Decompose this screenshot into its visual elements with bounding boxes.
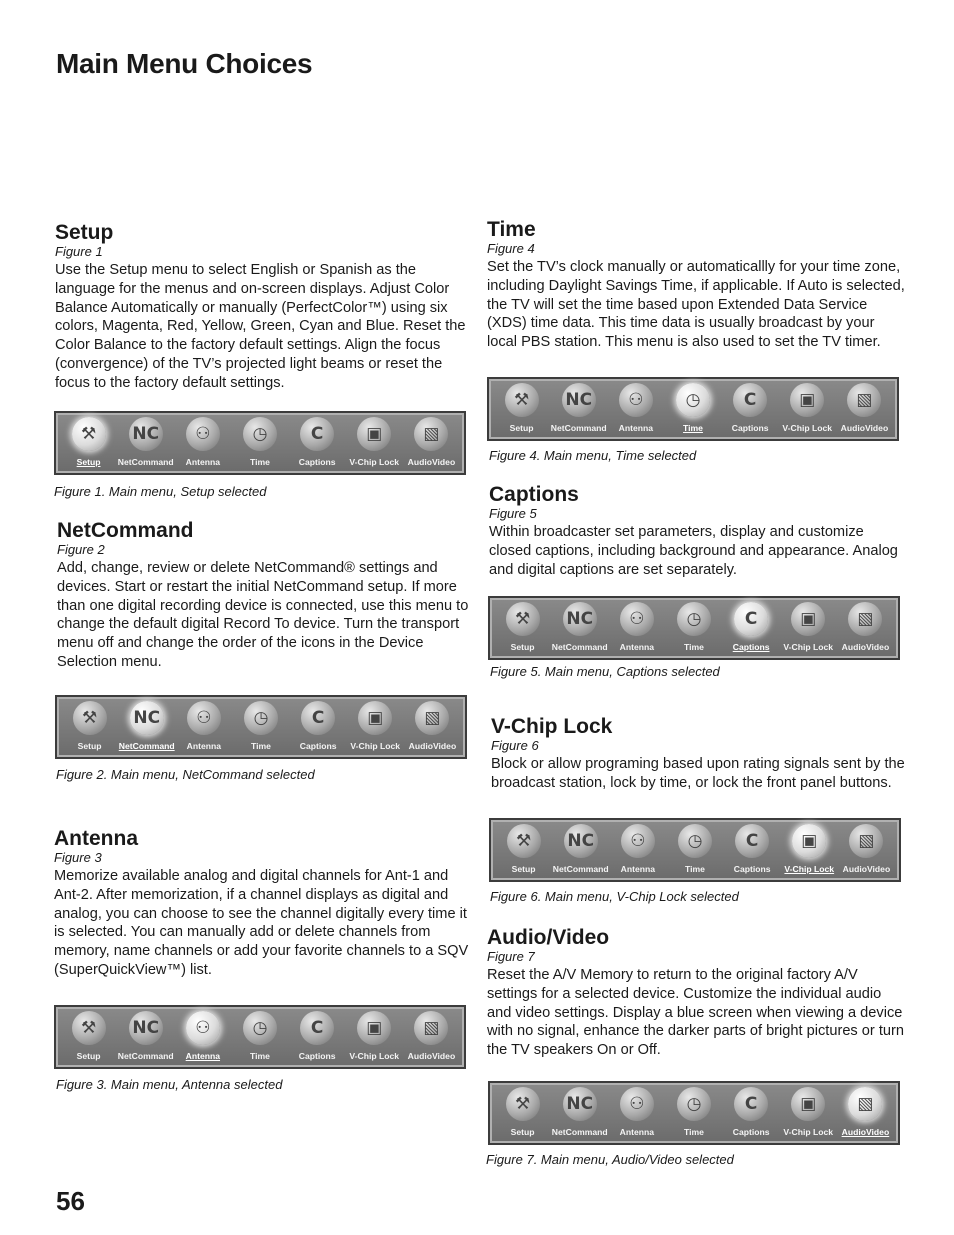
menu-item-label: Setup	[511, 864, 536, 874]
main-menu-bar	[487, 377, 899, 441]
menu-item	[347, 701, 403, 751]
menu-item	[780, 1087, 836, 1137]
figure-reference: Figure 6	[491, 738, 539, 753]
menu-item	[290, 701, 346, 751]
menu-item-label: Setup	[510, 642, 535, 652]
audio-video-icon: ▧	[848, 602, 882, 636]
figure-reference: Figure 4	[487, 241, 535, 256]
menu-item	[723, 1087, 779, 1137]
figure-reference: Figure 1	[55, 244, 103, 259]
menu-item	[496, 824, 552, 874]
audio-video-icon: ▧	[414, 417, 448, 451]
menu-item	[346, 1011, 402, 1061]
figure-caption: Figure 4. Main menu, Time selected	[489, 448, 697, 463]
captions-icon: C	[734, 1087, 768, 1121]
clock-icon: ◷	[676, 383, 710, 417]
menu-item	[495, 602, 551, 652]
menu-item	[722, 383, 778, 433]
figure-reference: Figure 5	[489, 506, 537, 521]
menu-item-label: AudioVideo	[407, 457, 456, 467]
main-menu-bar	[54, 1005, 466, 1069]
netcommand-icon: NC	[562, 383, 596, 417]
captions-icon: C	[735, 824, 769, 858]
menu-item-label: AudioVideo	[841, 642, 890, 652]
menu-item-label: AudioVideo	[841, 1127, 890, 1137]
netcommand-icon: NC	[563, 602, 597, 636]
menu-item	[836, 383, 892, 433]
menu-item	[404, 701, 460, 751]
main-menu-bar	[488, 1081, 900, 1145]
captions-icon: C	[733, 383, 767, 417]
menu-item-label: Antenna	[185, 457, 221, 467]
wrench-icon: ⚒	[505, 383, 539, 417]
figure-caption: Figure 1. Main menu, Setup selected	[54, 484, 267, 499]
menu-item	[62, 701, 118, 751]
section-setup	[55, 222, 475, 393]
section-body: Within broadcaster set parameters, display and customize closed captions, including background and appearance. Analog and digital captions are set separately.	[489, 524, 898, 578]
section-title: NetCommand	[57, 519, 194, 542]
menu-item	[61, 1011, 117, 1061]
figure-caption: Figure 2. Main menu, NetCommand selected	[56, 767, 315, 782]
wrench-icon: ⚒	[73, 701, 107, 735]
menu-item	[61, 417, 117, 467]
menu-item	[403, 1011, 459, 1061]
captions-icon: C	[300, 417, 334, 451]
lock-icon: ▣	[358, 701, 392, 735]
clock-icon: ◷	[677, 1087, 711, 1121]
lock-icon: ▣	[792, 824, 826, 858]
menu-item-label: Captions	[299, 741, 337, 751]
menu-item-label: NetCommand	[117, 1051, 174, 1061]
menu-item	[119, 701, 175, 751]
menu-item-label: AudioVideo	[840, 423, 889, 433]
figure-reference: Figure 3	[54, 850, 102, 865]
antenna-icon: ⚇	[619, 383, 653, 417]
menu-item-label: AudioVideo	[842, 864, 891, 874]
menu-item-label: Setup	[77, 741, 102, 751]
main-menu-bar	[54, 411, 466, 475]
audio-video-icon: ▧	[848, 1087, 882, 1121]
antenna-icon: ⚇	[187, 701, 221, 735]
section-title: Audio/Video	[487, 926, 610, 949]
lock-icon: ▣	[791, 602, 825, 636]
menu-item-label: Antenna	[186, 741, 222, 751]
menu-item-label: NetCommand	[550, 423, 607, 433]
menu-item	[667, 824, 723, 874]
lock-icon: ▣	[357, 1011, 391, 1045]
menu-item-label: Time	[250, 1051, 270, 1061]
antenna-icon: ⚇	[620, 602, 654, 636]
menu-item-label: Antenna	[618, 423, 654, 433]
menu-item	[779, 383, 835, 433]
menu-item-label: V-Chip Lock	[783, 1127, 834, 1137]
wrench-icon: ⚒	[507, 824, 541, 858]
menu-item-label: AudioVideo	[408, 741, 457, 751]
menu-item-label: Time	[685, 864, 705, 874]
menu-item-label: Time	[683, 423, 703, 433]
menu-item	[610, 824, 666, 874]
section-title: V-Chip Lock	[491, 715, 613, 738]
captions-icon: C	[734, 602, 768, 636]
menu-item	[837, 602, 893, 652]
figure-caption: Figure 5. Main menu, Captions selected	[490, 664, 720, 679]
menu-item	[552, 602, 608, 652]
audio-video-icon: ▧	[415, 701, 449, 735]
section-body: Set the TV’s clock manually or automaticallly for your time zone, including Daylight Savings Time, if applicable. If Auto is selected, the TV will set the time based upon Extended Data Service (XDS) time data. This time data is usually broadcast by your local PBS station. This menu is also used to set the TV timer.	[487, 259, 905, 351]
menu-item-label: Antenna	[619, 642, 655, 652]
figure-caption: Figure 7. Main menu, Audio/Video selected	[486, 1152, 734, 1167]
menu-item	[175, 417, 231, 467]
menu-item-label: Antenna	[619, 1127, 655, 1137]
menu-item-label: AudioVideo	[407, 1051, 456, 1061]
lock-icon: ▣	[790, 383, 824, 417]
wrench-icon: ⚒	[506, 1087, 540, 1121]
menu-item	[176, 701, 232, 751]
section-vchip-lock	[491, 716, 911, 793]
main-menu-bar	[489, 818, 901, 882]
menu-item-label: Time	[684, 1127, 704, 1137]
menu-item	[175, 1011, 231, 1061]
clock-icon: ◷	[677, 602, 711, 636]
netcommand-icon: NC	[564, 824, 598, 858]
menu-item-label: Captions	[298, 457, 336, 467]
menu-item	[781, 824, 837, 874]
antenna-icon: ⚇	[620, 1087, 654, 1121]
wrench-icon: ⚒	[506, 602, 540, 636]
netcommand-icon: NC	[563, 1087, 597, 1121]
menu-item	[723, 602, 779, 652]
menu-item	[495, 1087, 551, 1137]
clock-icon: ◷	[243, 1011, 277, 1045]
menu-item-label: Time	[251, 741, 271, 751]
clock-icon: ◷	[244, 701, 278, 735]
menu-item	[608, 383, 664, 433]
main-menu-bar	[55, 695, 467, 759]
menu-item-label: Setup	[509, 423, 534, 433]
menu-item	[780, 602, 836, 652]
netcommand-icon: NC	[129, 417, 163, 451]
menu-item-label: Time	[250, 457, 270, 467]
menu-item-label: Captions	[733, 864, 771, 874]
menu-item-label: Time	[684, 642, 704, 652]
menu-item-label: V-Chip Lock	[349, 457, 400, 467]
section-time	[487, 219, 907, 352]
section-antenna	[54, 828, 474, 980]
section-title: Antenna	[54, 827, 138, 850]
section-body: Reset the A/V Memory to return to the original factory A/V settings for a selected device. Customize the individual audio and video settings. Display a blue screen when viewing a device with no signal, enhance the darker parts of bright pictures or turn the TV speakers On or Off.	[487, 967, 904, 1059]
section-audio-video	[487, 927, 907, 1060]
clock-icon: ◷	[243, 417, 277, 451]
lock-icon: ▣	[791, 1087, 825, 1121]
menu-item-label: Setup	[76, 1051, 101, 1061]
menu-item-label: NetCommand	[118, 741, 175, 751]
menu-item-label: NetCommand	[117, 457, 174, 467]
lock-icon: ▣	[357, 417, 391, 451]
menu-item-label: Captions	[731, 423, 769, 433]
menu-item-label: V-Chip Lock	[350, 741, 401, 751]
menu-item	[552, 1087, 608, 1137]
section-netcommand	[57, 520, 477, 672]
section-captions	[489, 484, 909, 579]
menu-item-label: Captions	[298, 1051, 336, 1061]
menu-item-label: V-Chip Lock	[782, 423, 833, 433]
section-title: Setup	[55, 221, 114, 244]
main-menu-bar	[488, 596, 900, 660]
section-body: Add, change, review or delete NetCommand® settings and devices. Start or restart the initial NetCommand setup. If more than one digital recording device is connected, use this menu to change the default digital Record To device. Turn the transport menu off and change the order of the icons in the Device Selection menu.	[57, 560, 469, 670]
section-body: Memorize available analog and digital channels for Ant-1 and Ant-2. After memorization, if a channel displays as digital and analog, you can choose to see the channel digitally every time it is selected. You can manually add or delete channels from memory, name channels or add your favorite channels to a SQV (SuperQuickView™) list.	[54, 868, 469, 978]
section-body: Block or allow programing based upon rating signals sent by the broadcast station, lock by time, or lock the front panel buttons.	[491, 756, 905, 791]
menu-item-label: Antenna	[185, 1051, 221, 1061]
menu-item	[666, 1087, 722, 1137]
menu-item	[665, 383, 721, 433]
menu-item	[232, 1011, 288, 1061]
menu-item	[666, 602, 722, 652]
menu-item	[724, 824, 780, 874]
menu-item	[609, 1087, 665, 1137]
clock-icon: ◷	[678, 824, 712, 858]
menu-item-label: Captions	[732, 642, 770, 652]
menu-item	[289, 1011, 345, 1061]
menu-item-label: Setup	[76, 457, 101, 467]
menu-item	[837, 1087, 893, 1137]
section-title: Captions	[489, 483, 579, 506]
menu-item	[403, 417, 459, 467]
wrench-icon: ⚒	[72, 417, 106, 451]
figure-reference: Figure 2	[57, 542, 105, 557]
netcommand-icon: NC	[129, 1011, 163, 1045]
wrench-icon: ⚒	[72, 1011, 106, 1045]
audio-video-icon: ▧	[847, 383, 881, 417]
figure-reference: Figure 7	[487, 949, 535, 964]
menu-item	[551, 383, 607, 433]
menu-item	[233, 701, 289, 751]
menu-item	[609, 602, 665, 652]
menu-item	[838, 824, 894, 874]
menu-item	[118, 417, 174, 467]
audio-video-icon: ▧	[414, 1011, 448, 1045]
menu-item	[232, 417, 288, 467]
menu-item-label: Antenna	[620, 864, 656, 874]
menu-item	[118, 1011, 174, 1061]
menu-item-label: V-Chip Lock	[784, 864, 835, 874]
menu-item-label: V-Chip Lock	[783, 642, 834, 652]
antenna-icon: ⚇	[621, 824, 655, 858]
menu-item-label: V-Chip Lock	[349, 1051, 400, 1061]
captions-icon: C	[300, 1011, 334, 1045]
figure-caption: Figure 6. Main menu, V-Chip Lock selected	[490, 889, 739, 904]
menu-item-label: Setup	[510, 1127, 535, 1137]
menu-item-label: NetCommand	[551, 1127, 608, 1137]
menu-item	[494, 383, 550, 433]
page-title: Main Menu Choices	[56, 48, 313, 79]
figure-caption: Figure 3. Main menu, Antenna selected	[56, 1077, 283, 1092]
menu-item-label: Captions	[732, 1127, 770, 1137]
menu-item-label: NetCommand	[552, 864, 609, 874]
menu-item-label: NetCommand	[551, 642, 608, 652]
page-number: 56	[56, 1186, 85, 1216]
antenna-icon: ⚇	[186, 1011, 220, 1045]
section-body: Use the Setup menu to select English or Spanish as the language for the menus and on-screen displays. Adjust Color Balance Automatically or manually (PerfectColor™) using six colors, Magenta, Red, Yellow, Green, Cyan and Blue. Reset the Color Balance to the factory default settings. Align the focus (convergence) of the TV’s projected light beams or reset the focus to the factory default settings.	[55, 262, 466, 391]
netcommand-icon: NC	[130, 701, 164, 735]
menu-item	[346, 417, 402, 467]
menu-item	[553, 824, 609, 874]
captions-icon: C	[301, 701, 335, 735]
section-title: Time	[487, 218, 536, 241]
menu-item	[289, 417, 345, 467]
antenna-icon: ⚇	[186, 417, 220, 451]
audio-video-icon: ▧	[849, 824, 883, 858]
